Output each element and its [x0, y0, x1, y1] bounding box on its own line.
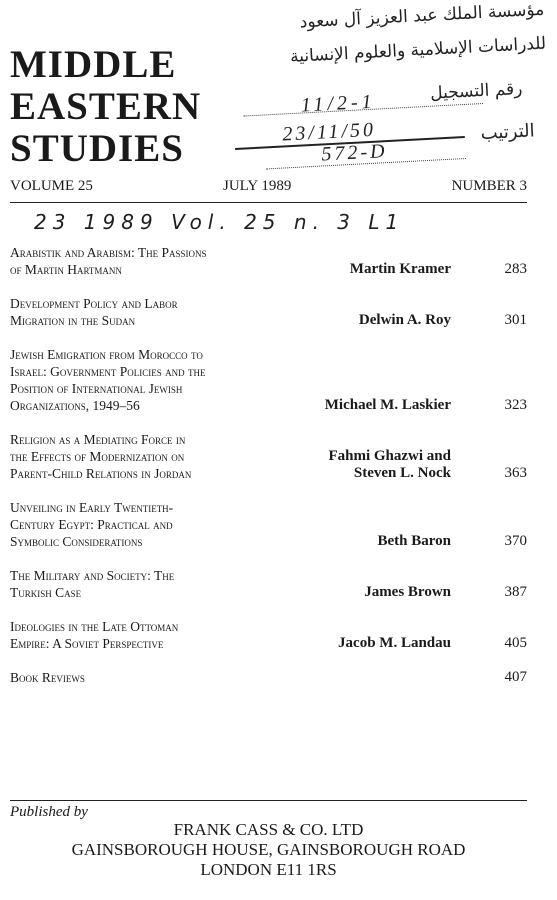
issue-date: JULY 1989: [223, 178, 292, 194]
toc-entry-page: 387: [504, 584, 527, 600]
toc-entry-page: 370: [504, 533, 527, 549]
toc-entry: [10, 244, 527, 278]
publisher-line-3: LONDON E11 1RS: [200, 860, 337, 879]
toc-entry-author-line: Jacob M. Landau: [338, 635, 451, 651]
stamp-arabic-line-1: مؤسسة الملك عبد العزيز آل سعود: [299, 0, 545, 33]
stamp-handwritten-3: 572-D: [320, 140, 389, 166]
stamp-handwritten-1: 11/2-1: [300, 90, 377, 117]
stamp-arabic-line-2: للدراسات الإسلامية والعلوم الإنسانية: [289, 33, 547, 68]
toc-entry-author-line: Fahmi Ghazwi and: [328, 448, 451, 464]
toc-entry-title-line: Jewish Emigration from Morocco to: [10, 347, 203, 362]
toc-entry-title-line: Development Policy and Labor: [10, 296, 178, 311]
toc-entry-author-line: Steven L. Nock: [353, 465, 451, 481]
toc-entry-author-line: James Brown: [364, 584, 451, 600]
toc-entry-author: [359, 312, 451, 329]
toc-entry-title: [10, 669, 310, 686]
toc-entry-title-line: Organizations, 1949–56: [10, 398, 140, 413]
toc-entry-title-line: Turkish Case: [10, 585, 82, 600]
journal-title-line-1: MIDDLE: [10, 43, 177, 86]
toc-entry-author: [364, 584, 451, 601]
toc-entry: [10, 499, 527, 550]
publisher-line-1: FRANK CASS & CO. LTD: [173, 820, 364, 839]
bottom-rule: [10, 800, 527, 801]
toc-entry-author-line: Michael M. Laskier: [324, 397, 451, 413]
toc-entry-author: [328, 448, 451, 482]
toc-entry-title-line: of Martin Hartmann: [10, 262, 122, 277]
toc-entry-author-line: Delwin A. Roy: [358, 312, 451, 328]
publisher-block: [10, 820, 527, 880]
publisher-line-2: GAINSBOROUGH HOUSE, GAINSBOROUGH ROAD: [71, 840, 466, 859]
toc-entry: [10, 618, 527, 652]
toc-entry-author-line: Beth Baron: [377, 533, 451, 549]
toc-entry-title: [10, 346, 310, 414]
toc-entry-page: 323: [504, 397, 527, 413]
table-of-contents: [10, 244, 527, 703]
issue-line: [10, 178, 527, 198]
toc-entry-title: [10, 295, 310, 329]
toc-entry-title: [10, 618, 310, 652]
library-stamp: [218, 0, 556, 179]
toc-entry-title-line: Unveiling in Early Twentieth-: [10, 500, 174, 515]
toc-entry: [10, 431, 527, 482]
top-rule: [10, 202, 527, 203]
toc-entry-author: [350, 261, 451, 278]
toc-entry-title-line: the Effects of Modernization on: [10, 449, 185, 464]
issue-number: NUMBER 3: [451, 178, 527, 194]
toc-entry: [10, 669, 527, 686]
toc-entry-page: 405: [504, 635, 527, 651]
journal-title: [10, 44, 201, 170]
toc-entry: [10, 295, 527, 329]
toc-entry: [10, 567, 527, 601]
toc-entry-title: [10, 499, 310, 550]
toc-entry: [10, 346, 527, 414]
toc-entry-page: 363: [504, 465, 527, 481]
published-by-label: Published by: [10, 804, 88, 820]
toc-entry-title-line: Position of International Jewish: [10, 381, 183, 396]
handwritten-note: 23 1989 Vol. 25 n. 3 L1: [34, 210, 405, 234]
stamp-handwritten-2: 23/11/50: [281, 118, 377, 146]
toc-entry-title-line: Parent-Child Relations in Jordan: [10, 466, 192, 481]
toc-entry-title-line: Empire: A Soviet Perspective: [10, 636, 164, 651]
journal-title-line-2: EASTERN: [10, 85, 202, 128]
toc-entry-title-line: Migration in the Sudan: [10, 313, 136, 328]
toc-entry-title-line: Century Egypt: Practical and: [10, 517, 173, 532]
toc-entry-title-line: Book Reviews: [10, 670, 85, 685]
toc-entry-title: [10, 244, 310, 278]
toc-entry-author-line: Martin Kramer: [349, 261, 451, 277]
issue-volume: VOLUME 25: [10, 178, 93, 194]
toc-entry-title: [10, 567, 310, 601]
toc-entry-title-line: Israel: Government Policies and the: [10, 364, 206, 379]
toc-entry-title-line: The Military and Society: The: [10, 568, 175, 583]
stamp-arabic-line-3: رقم التسجيل: [429, 78, 523, 104]
toc-entry-page: 283: [504, 261, 527, 277]
toc-entry-title-line: Symbolic Considerations: [10, 534, 143, 549]
toc-entry-title-line: Arabistik and Arabism: The Passions: [10, 245, 207, 260]
stamp-arabic-line-4: الترتيب: [480, 120, 536, 145]
toc-entry-page: 407: [504, 669, 527, 685]
toc-entry-page: 301: [504, 312, 527, 328]
toc-entry-author: [338, 635, 451, 652]
toc-entry-title-line: Religion as a Mediating Force in: [10, 432, 186, 447]
journal-title-line-3: STUDIES: [10, 127, 184, 170]
toc-entry-title: [10, 431, 310, 482]
toc-entry-title-line: Ideologies in the Late Ottoman: [10, 619, 179, 634]
toc-entry-author: [325, 397, 451, 414]
toc-entry-author: [378, 533, 451, 550]
